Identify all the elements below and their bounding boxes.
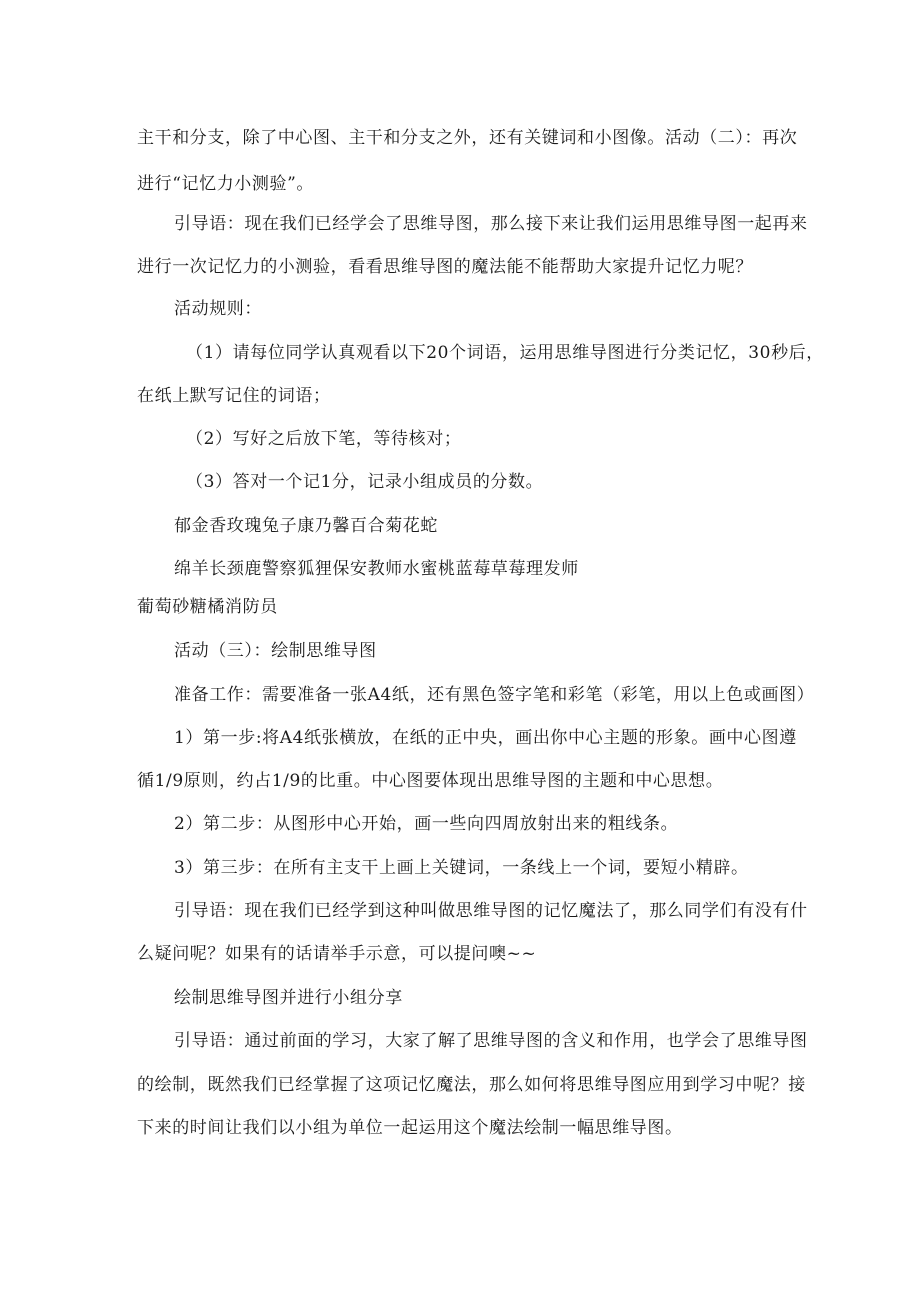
paragraph-line: 在纸上默写记住的词语；	[137, 386, 331, 406]
paragraph-line: 3）第三步：在所有主支干上画上关键词，一条线上一个词，要短小精辟。	[174, 858, 749, 878]
paragraph-line: （1）请每位同学认真观看以下20个词语，运用思维导图进行分类记忆，30秒后，	[186, 343, 824, 363]
paragraph-line: （3）答对一个记1分，记录小组成员的分数。	[186, 472, 544, 492]
paragraph-line: （2）写好之后放下笔，等待核对；	[186, 429, 462, 449]
paragraph-line: 活动规则：	[174, 299, 262, 319]
word-list-line: 绵羊长颈鹿警察狐狸保安教师水蜜桃蓝莓草莓理发师	[174, 559, 579, 579]
paragraph-line: 下来的时间让我们以小组为单位一起运用这个魔法绘制一幅思维导图。	[137, 1118, 683, 1138]
paragraph-line: 进行一次记忆力的小测验，看看思维导图的魔法能不能帮助大家提升记忆力呢？	[137, 257, 753, 277]
word-list-line: 葡萄砂糖橘消防员	[137, 597, 278, 617]
paragraph-line: 引导语：通过前面的学习，大家了解了思维导图的含义和作用，也学会了思维导图	[174, 1031, 808, 1051]
paragraph-line: 主干和分支，除了中心图、主干和分支之外，还有关键词和小图像。活动（二）：再次	[137, 128, 798, 148]
paragraph-line: 1）第一步:将A4纸张横放，在纸的正中央，画出你中心主题的形象。画中心图遵	[174, 728, 797, 748]
paragraph-line: 么疑问呢？如果有的话请举手示意，可以提问噢~~	[137, 944, 537, 964]
section-heading: 绘制思维导图并进行小组分享	[174, 988, 403, 1008]
paragraph-line: 2）第二步：从图形中心开始，画一些向四周放射出来的粗线条。	[174, 814, 679, 834]
word-list-line: 郁金香玫瑰兔子康乃馨百合菊花蛇	[174, 516, 438, 536]
paragraph-line: 引导语：现在我们已经学会了思维导图，那么接下来让我们运用思维导图一起再来	[174, 214, 808, 234]
paragraph-line: 准备工作：需要准备一张A4纸，还有黑色签字笔和彩笔（彩笔，用以上色或画图）	[174, 685, 815, 705]
paragraph-line: 引导语：现在我们已经学到这种叫做思维导图的记忆魔法了，那么同学们有没有什	[174, 901, 808, 921]
paragraph-line: 进行“记忆力小测验”。	[137, 174, 314, 194]
section-heading: 活动（三）：绘制思维导图	[174, 641, 377, 661]
paragraph-line: 的绘制，既然我们已经掌握了这项记忆魔法，那么如何将思维导图应用到学习中呢？接	[137, 1075, 806, 1095]
paragraph-line: 循1/9原则，约占1/9的比重。中心图要体现出思维导图的主题和中心思想。	[137, 771, 724, 791]
